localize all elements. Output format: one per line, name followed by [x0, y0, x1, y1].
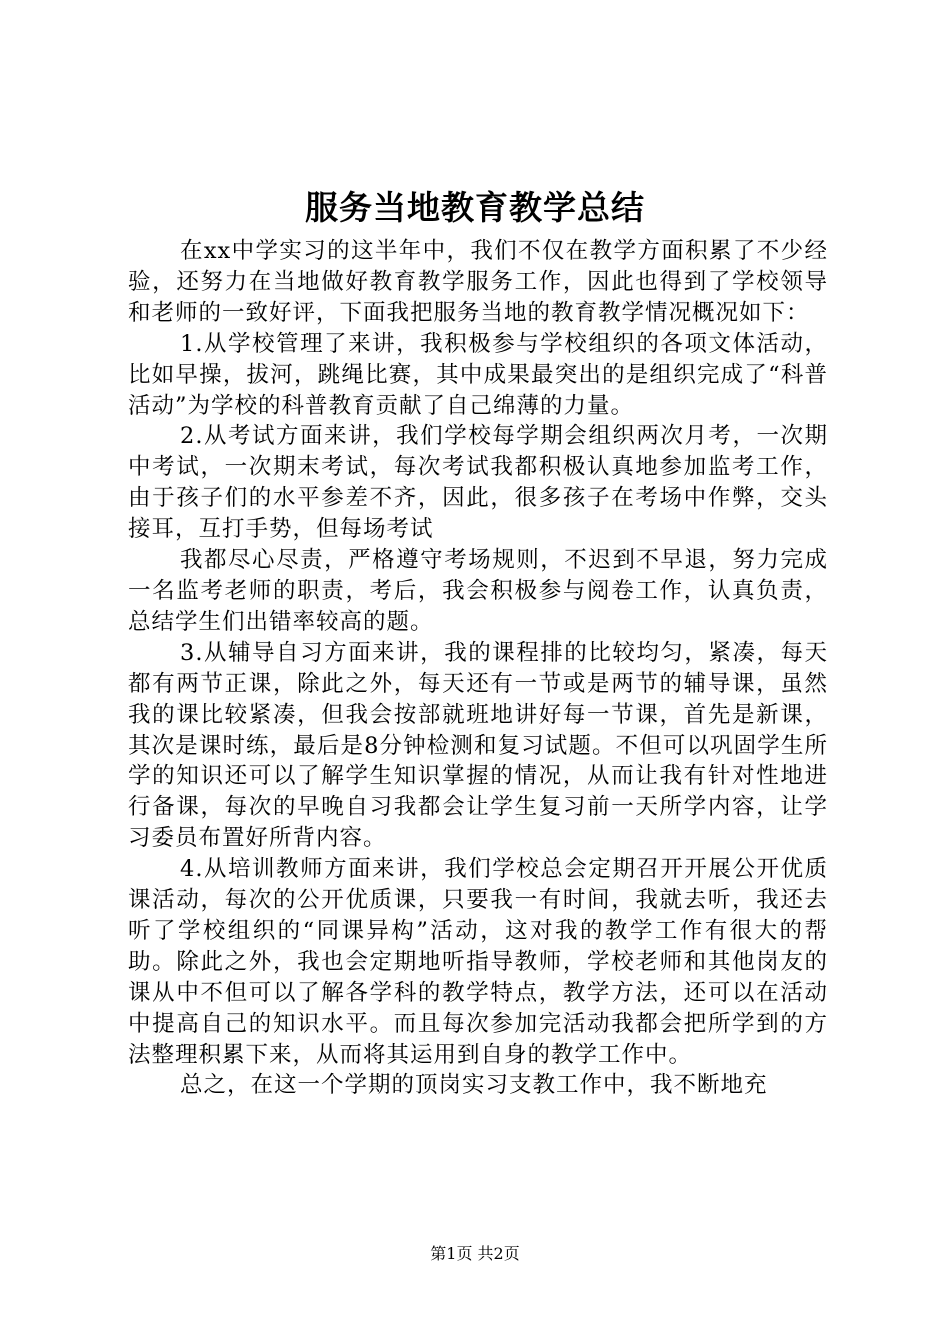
paragraph-school-management: 1.从学校管理了来讲，我积极参与学校组织的各项文体活动，比如早操，拔河，跳绳比赛，其中成果最突出的是组织完成了“科普活动”为学校的科普教育贡献了自己绵薄的力量。 [128, 330, 828, 419]
page-number-footer: 第1页 共2页 [430, 1244, 520, 1263]
document-title: 服务当地教育教学总结 [305, 188, 645, 227]
paragraph-conclusion: 总之，在这一个学期的顶岗实习支教工作中，我不断地充 [180, 1072, 768, 1099]
document-body [128, 236, 828, 1101]
paragraph-exams: 2.从考试方面来讲，我们学校每学期会组织两次月考，一次期中考试，一次期末考试，每次考试我都积极认真地参加监考工作，由于孩子们的水平参差不齐，因此，很多孩子在考场中作弊，交头接耳，互打手势，但每场考试 [128, 423, 828, 543]
paragraph-teacher-training: 4.从培训教师方面来讲，我们学校总会定期召开开展公开优质课活动，每次的公开优质课，只要我一有时间，我就去听，我还去听了学校组织的“同课异构”活动，这对我的教学工作有很大的帮助。除此之外，我也会定期地听指导教师，学校老师和其他岗友的课从中不但可以了解各学科的教学特点，教学方法，还可以在活动中提高自己的知识水平。而且每次参加完活动我都会把所学到的方法整理积累下来，从而将其运用到自身的教学工作中。 [128, 856, 828, 1068]
paragraph-self-study: 3.从辅导自习方面来讲，我的课程排的比较均匀，紧凑，每天都有两节正课，除此之外，每天还有一节或是两节的辅导课，虽然我的课比较紧凑，但我会按部就班地讲好每一节课，首先是新课，其次是课时练，最后是8分钟检测和复习试题。不但可以巩固学生所学的知识还可以了解学生知识掌握的情况，从而让我有针对性地进行备课，每次的早晚自习我都会让学生复习前一天所学内容，让学习委员布置好所背内容。 [128, 639, 828, 852]
paragraph-intro: 在xx中学实习的这半年中，我们不仅在教学方面积累了不少经验，还努力在当地做好教育教学服务工作，因此也得到了学校领导和老师的一致好评，下面我把服务当地的教育教学情况概况如下： [128, 238, 828, 326]
paragraph-proctoring: 我都尽心尽责，严格遵守考场规则，不迟到不早退，努力完成一名监考老师的职责，考后，我会积极参与阅卷工作，认真负责，总结学生们出错率较高的题。 [128, 547, 828, 635]
